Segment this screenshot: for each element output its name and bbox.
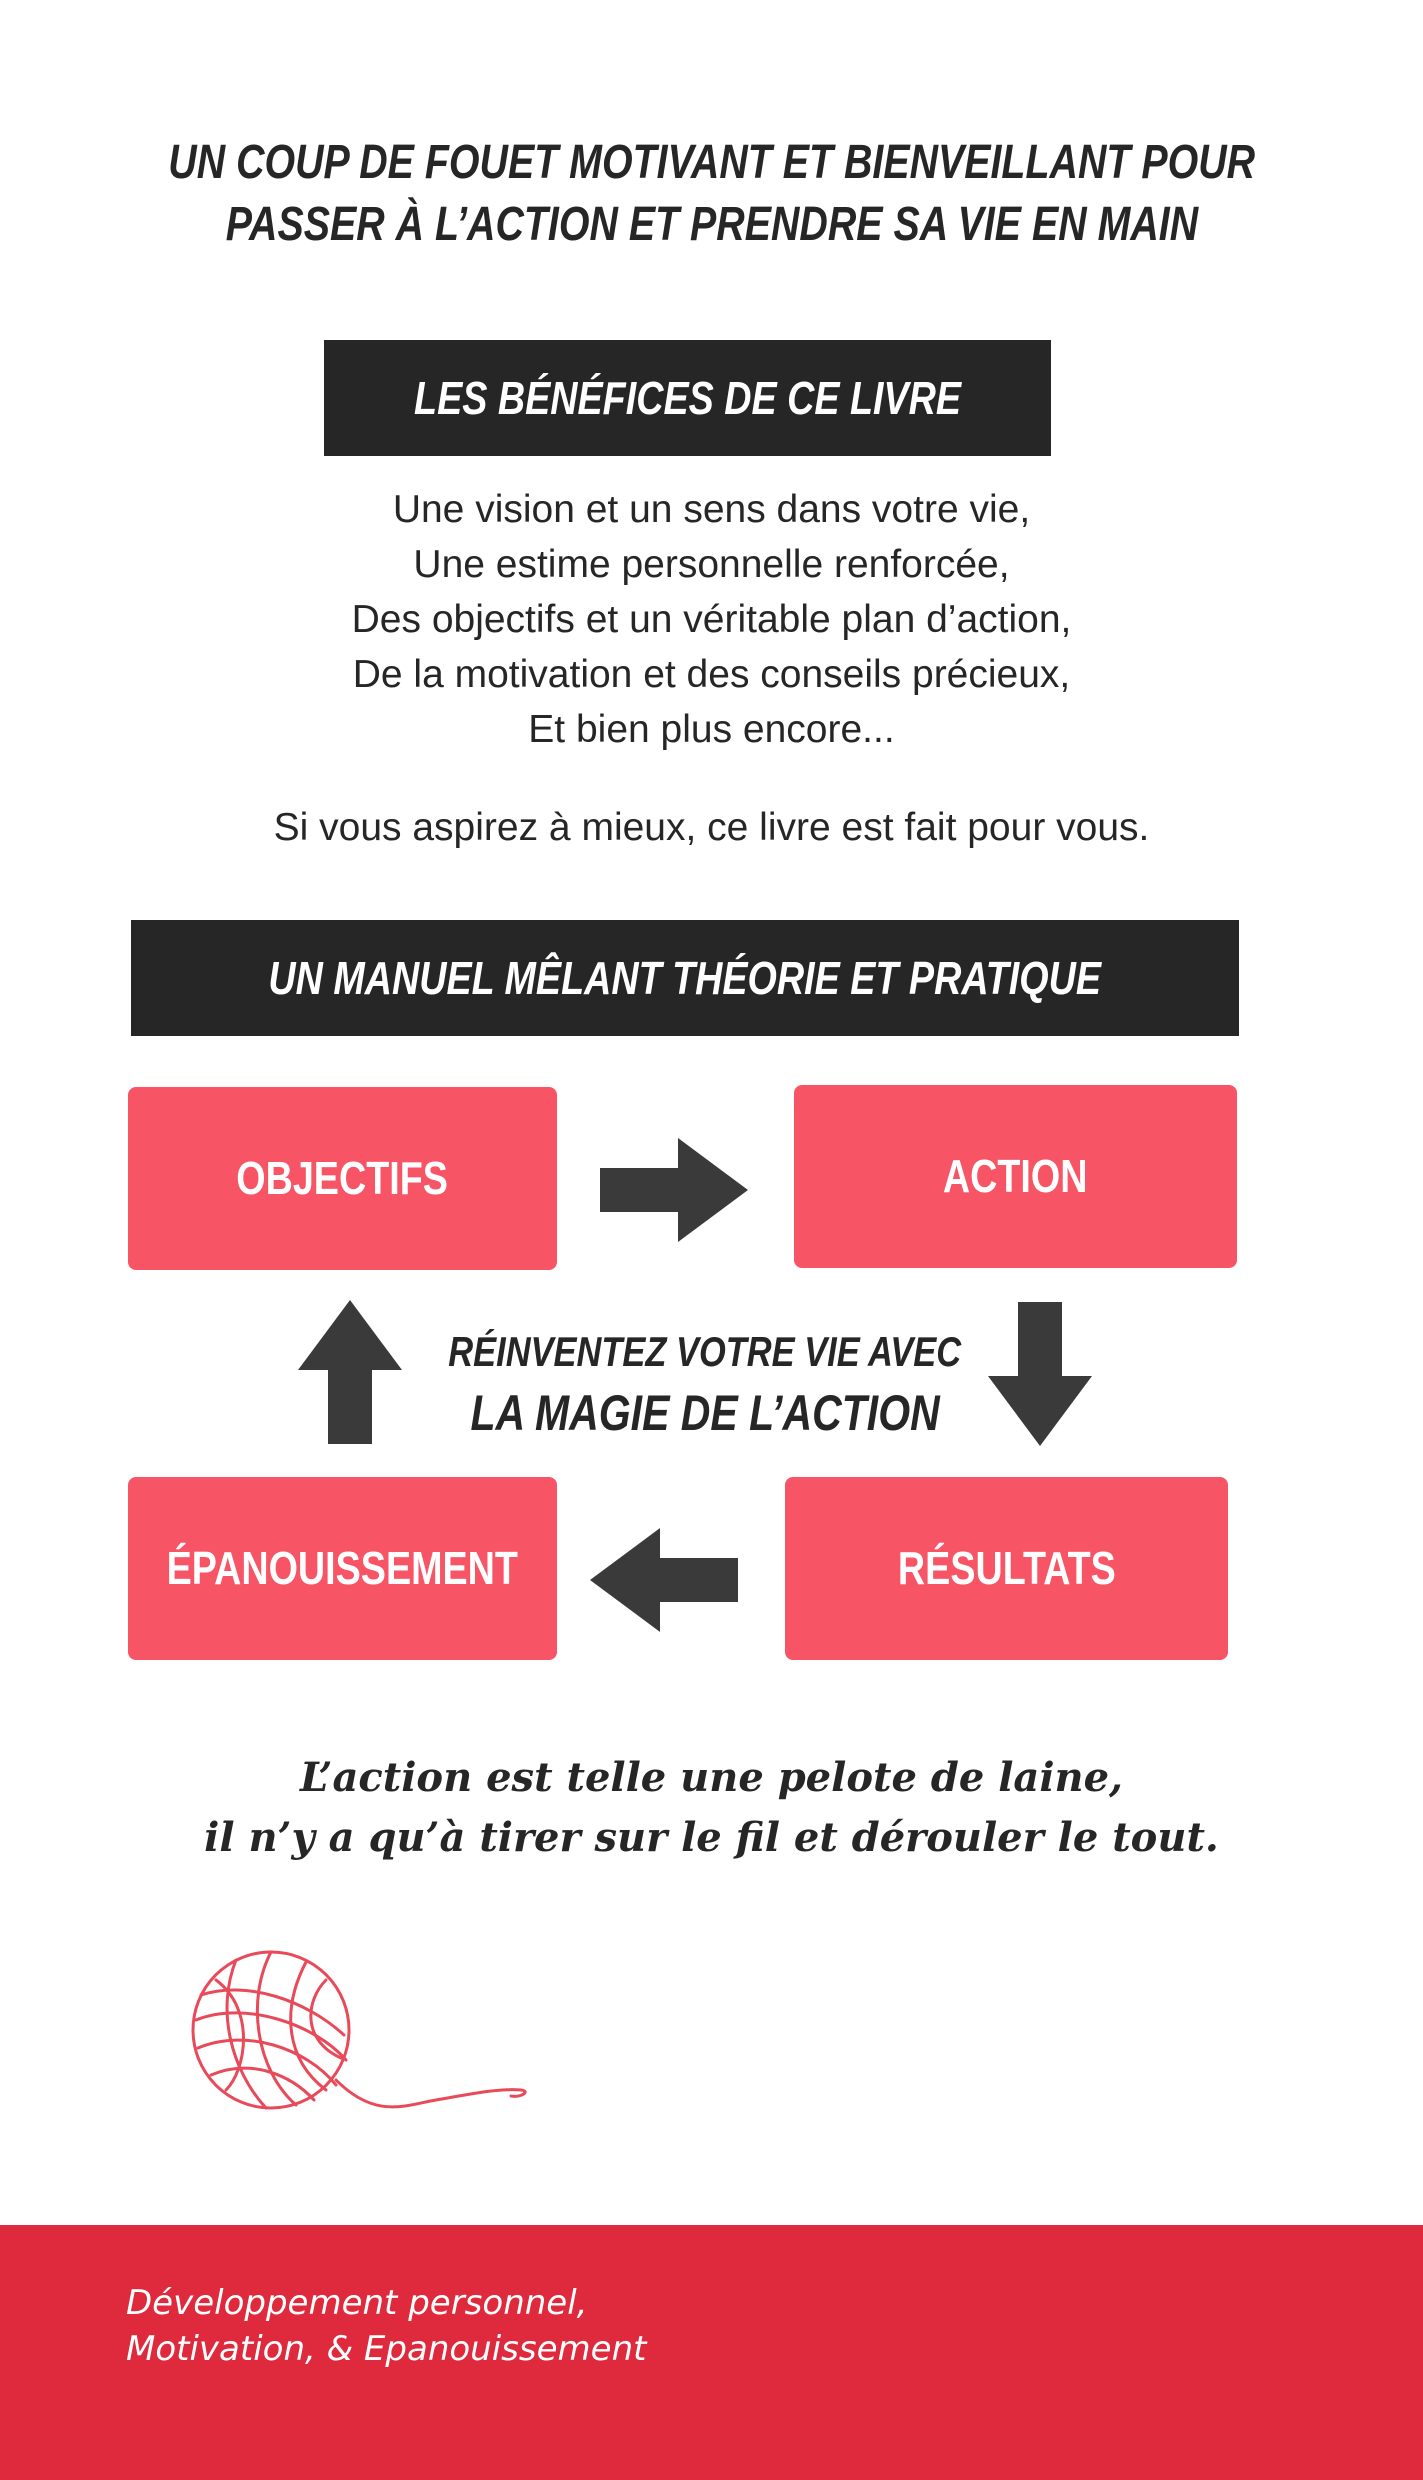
tagline-line-1: UN COUP DE FOUET MOTIVANT ET BIENVEILLANT POUR: [168, 136, 1255, 189]
quote: [0, 1748, 1423, 1868]
benefit-item: Des objectifs et un véritable plan d’action,: [351, 598, 1072, 641]
footer-line-2: Motivation, & Epanouissement: [126, 2329, 647, 2369]
benefit-item: Une estime personnelle renforcée,: [413, 543, 1010, 586]
arrow-right-icon: [600, 1138, 748, 1242]
benefits-list: [0, 482, 1423, 757]
arrow-left-icon: [590, 1528, 738, 1632]
box-epanouissement: [128, 1477, 557, 1660]
benefit-item: De la motivation et des conseils précieux,: [352, 653, 1071, 696]
tagline-line-2: PASSER À L’ACTION ET PRENDRE SA VIE EN MAIN: [225, 198, 1198, 251]
benefits-banner: [324, 340, 1051, 456]
box-resultats: [785, 1477, 1228, 1660]
yarn-ball-icon: [176, 1940, 536, 2135]
box-resultats-label: RÉSULTATS: [897, 1542, 1116, 1594]
manual-banner: [131, 920, 1239, 1036]
cycle-center-line-2-text: LA MAGIE DE L’ACTION: [470, 1385, 940, 1441]
benefit-item: Et bien plus encore...: [528, 708, 895, 751]
cycle-center-line-1: [380, 1325, 1030, 1379]
box-epanouissement-label: ÉPANOUISSEMENT: [166, 1542, 519, 1594]
benefit-item: Une vision et un sens dans votre vie,: [392, 488, 1031, 531]
tagline: [0, 132, 1423, 256]
pitch-text: Si vous aspirez à mieux, ce livre est fait pour vous.: [273, 806, 1150, 849]
cycle-center-line-2: [380, 1382, 1030, 1444]
box-objectifs: [128, 1087, 557, 1270]
quote-line-2: il n’y a qu’à tirer sur le fil et dérouler le tout.: [204, 1814, 1219, 1861]
box-objectifs-label: OBJECTIFS: [236, 1152, 449, 1204]
box-action-label: ACTION: [943, 1150, 1088, 1202]
footer-text: [126, 2280, 646, 2372]
manual-banner-label: UN MANUEL MÊLANT THÉORIE ET PRATIQUE: [268, 952, 1102, 1004]
box-action: [794, 1085, 1237, 1268]
cycle-center-line-1-text: RÉINVENTEZ VOTRE VIE AVEC: [448, 1328, 962, 1375]
quote-line-1: L’action est telle une pelote de laine,: [300, 1754, 1123, 1801]
footer-line-1: Développement personnel,: [126, 2283, 588, 2323]
benefits-banner-label: LES BÉNÉFICES DE CE LIVRE: [413, 372, 962, 424]
